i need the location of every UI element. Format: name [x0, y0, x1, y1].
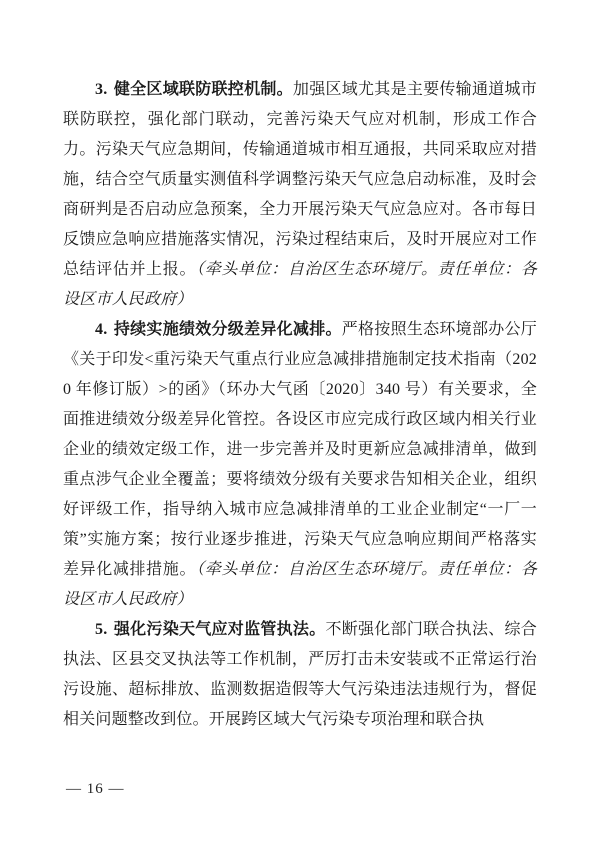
paragraph-number: 4. — [95, 321, 108, 338]
page-number: — 16 — — [66, 781, 125, 797]
paragraph-title: 持续实施绩效分级差异化减排。 — [113, 321, 342, 338]
paragraph-4 — [63, 315, 537, 615]
paragraph-body: 加强区域尤其是主要传输通道城市联防联控，强化部门联动，完善污染天气应对机制，形成工作合力。污染天气应急期间，传输通道城市相互通报，共同采取应对措施，结合空气质量实测值科学调整污染天气应急启动标准，及时会商研判是否启动应急预案，全力开展污染天气应急应对。各市每日反馈应急响应措施落实情况，污染过程结束后，及时开展应对工作总结评估并上报。 — [63, 81, 537, 278]
paragraph-title: 强化污染天气应对监管执法。 — [113, 621, 326, 638]
paragraph-title: 健全区域联防联控机制。 — [113, 81, 293, 98]
paragraph-number: 3. — [95, 81, 108, 98]
paragraph-body: 严格按照生态环境部办公厅《关于印发<重污染天气重点行业应急减排措施制定技术指南（2020 年修订版）>的函》（环办大气函〔2020〕340 号）有关要求，全面推进绩效分级差异化管控。各设区市应完成行政区域内相关行业企业的绩效定级工作，进一步完善并及时更新应急减排清单，做到重点涉气企业全覆盖；要将绩效分级有关要求告知相关企业，组织好评级工作，指导纳入城市应急减排清单的工业企业制定“一厂一策”实施方案；按行业逐步推进，污染天气应急响应期间严格落实差异化减排措施。 — [63, 321, 537, 578]
paragraph-number: 5. — [95, 621, 108, 638]
paragraph-body: 不断强化部门联合执法、综合执法、区县交叉执法等工作机制，严厉打击未安装或不正常运行治污设施、超标排放、监测数据造假等大气污染违法违规行为，督促相关问题整改到位。开展跨区域大气污染专项治理和联合执 — [63, 621, 537, 728]
document-content — [63, 75, 537, 735]
responsibility-annotation: （牵头单位：自治区生态环境厅。责任单位：各设区市人民政府） — [63, 261, 537, 308]
paragraph-5 — [63, 615, 537, 735]
responsibility-annotation: （牵头单位：自治区生态环境厅。责任单位：各设区市人民政府） — [63, 561, 537, 608]
paragraph-3 — [63, 75, 537, 315]
